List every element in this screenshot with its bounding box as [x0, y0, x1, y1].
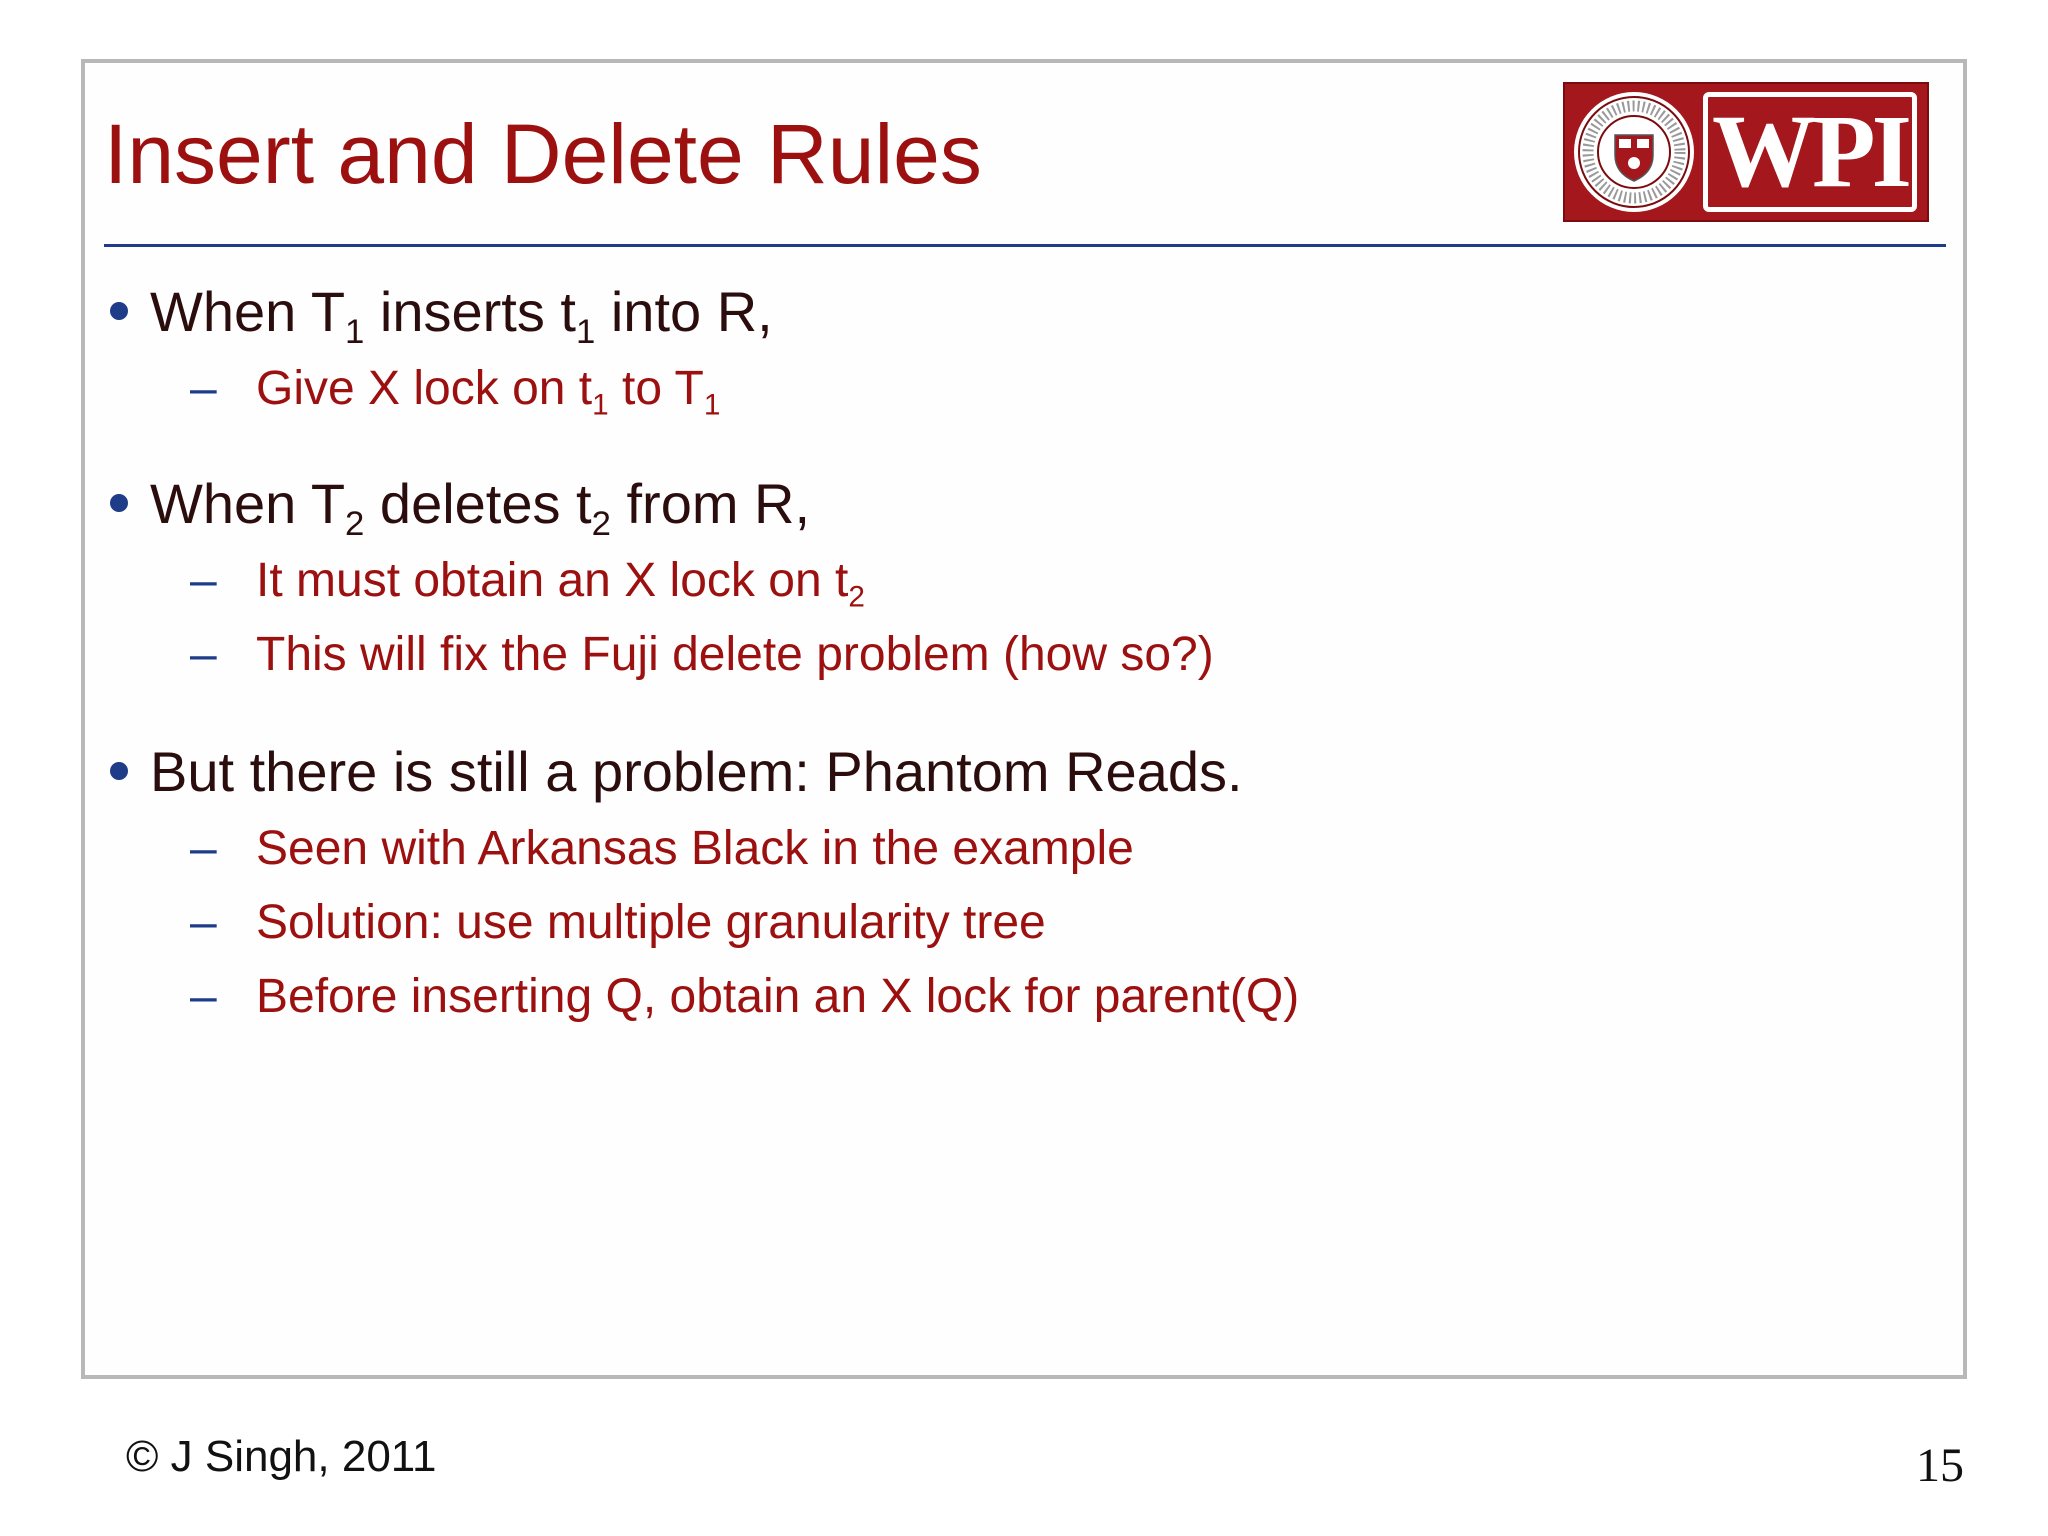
subscript: 1 [703, 388, 721, 422]
text-run: from R, [610, 472, 811, 535]
subscript: 1 [345, 313, 365, 352]
sub-item [104, 544, 1924, 618]
dash-marker: – [190, 362, 217, 415]
text-run: This will fix the Fuji delete problem (how so?) [256, 628, 1214, 681]
sub-item [104, 960, 1924, 1034]
sub-list [104, 352, 1924, 426]
bullet-text [104, 464, 1924, 544]
text-run: When T [150, 472, 346, 535]
subscript: 2 [848, 580, 865, 614]
dash-marker: – [190, 554, 217, 607]
footer-copyright: © J Singh, 2011 [126, 1432, 437, 1481]
dash-marker: – [190, 896, 217, 949]
wpi-logo [1563, 82, 1929, 222]
sub-list [104, 812, 1924, 1034]
text-run: inserts t [364, 280, 576, 343]
text-run: deletes t [364, 472, 592, 535]
text-run: It must obtain an X lock on t [256, 554, 849, 607]
slide-title: Insert and Delete Rules [104, 107, 982, 201]
text-run: to T [608, 362, 704, 415]
bullet-text [104, 272, 1924, 352]
subscript: 1 [575, 313, 596, 352]
bullet-insert [104, 272, 1924, 426]
text-run: Solution: use multiple granularity tree [256, 896, 1046, 949]
wpi-seal-icon [1571, 89, 1697, 215]
subscript: 2 [345, 505, 365, 544]
sub-list [104, 544, 1924, 692]
dash-marker: – [190, 970, 217, 1023]
text-run: When T [150, 280, 346, 343]
bullet-phantom [104, 732, 1924, 1034]
bullet-dot-icon [110, 302, 128, 320]
dash-marker: – [190, 628, 217, 681]
text-run: But there is still a problem: Phantom Reads. [150, 740, 1243, 803]
text-run: Give X lock on t [256, 362, 593, 415]
sub-item [104, 812, 1924, 886]
sub-item [104, 618, 1924, 692]
bullet-dot-icon [110, 762, 128, 780]
bullet-text [104, 732, 1924, 812]
sub-item [104, 886, 1924, 960]
text-run: Before inserting Q, obtain an X lock for parent(Q) [256, 970, 1300, 1023]
text-run: Seen with Arkansas Black in the example [256, 822, 1134, 875]
dash-marker: – [190, 822, 217, 875]
slide-body [104, 272, 1924, 1034]
bullet-dot-icon [110, 494, 128, 512]
sub-item [104, 352, 1924, 426]
wpi-logo-text: WPI [1703, 92, 1917, 212]
bullet-delete [104, 464, 1924, 692]
text-run: into R, [595, 280, 773, 343]
page-number: 15 [1916, 1439, 1964, 1492]
subscript: 1 [592, 388, 609, 422]
title-divider [104, 244, 1946, 247]
subscript: 2 [591, 505, 611, 544]
